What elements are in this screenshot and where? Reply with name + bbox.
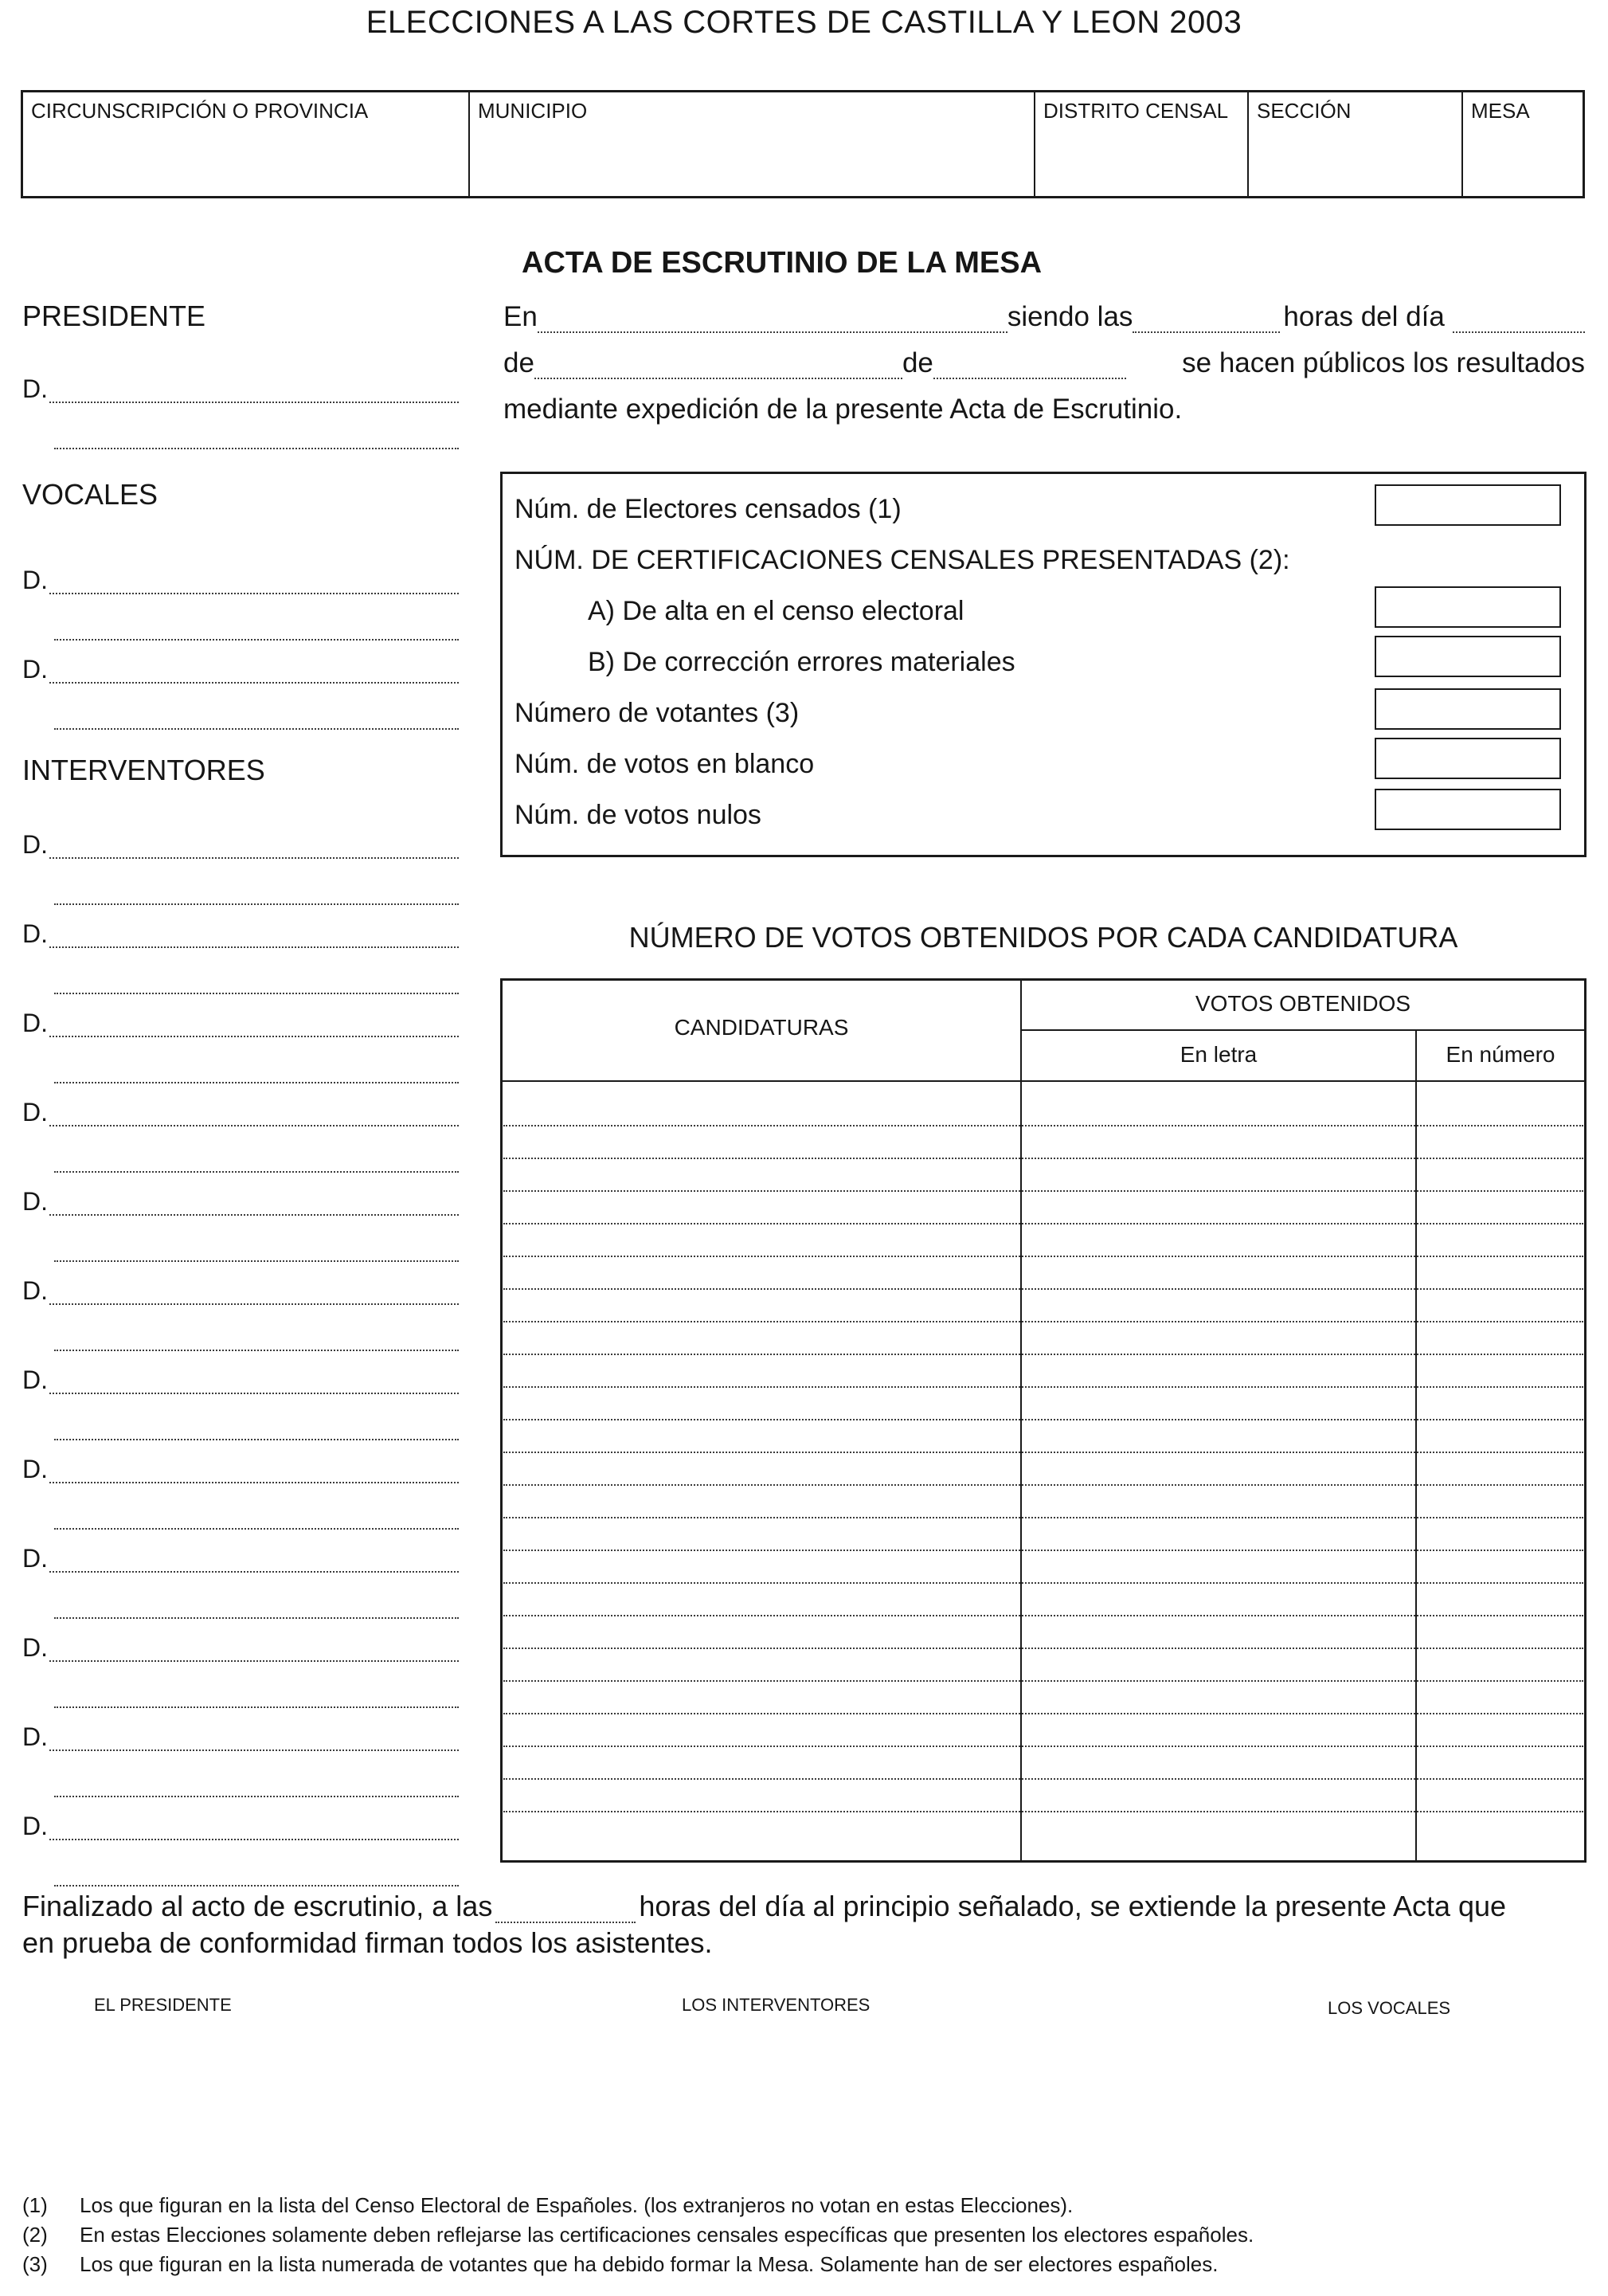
member-name-field[interactable] bbox=[49, 1279, 459, 1305]
blanco-input[interactable] bbox=[1375, 738, 1561, 779]
d-prefix-label: D. bbox=[22, 1722, 48, 1751]
member-name-continuation[interactable] bbox=[54, 1348, 459, 1351]
en-numero-header: En número bbox=[1446, 1042, 1555, 1067]
vote-entry-row[interactable] bbox=[503, 1386, 1583, 1388]
seccion-field[interactable] bbox=[1249, 92, 1463, 196]
footnote-1 bbox=[22, 2193, 1073, 2218]
signature-interventores: LOS INTERVENTORES bbox=[682, 1995, 871, 2015]
anio-field[interactable] bbox=[933, 354, 1126, 379]
table-header-bottom bbox=[500, 1080, 1586, 1082]
vote-entry-row[interactable] bbox=[503, 1125, 1583, 1126]
distrito-censal-label: DISTRITO CENSAL bbox=[1043, 99, 1229, 123]
vote-entry-row[interactable] bbox=[503, 1550, 1583, 1551]
footnote-2-text: En estas Elecciones solamente deben reflejarse las certificaciones censales específicas que presenten los electores españoles. bbox=[80, 2223, 1254, 2247]
interventores-heading: INTERVENTORES bbox=[22, 754, 265, 786]
d-prefix-label: D. bbox=[22, 830, 48, 859]
mes-field[interactable] bbox=[534, 354, 902, 379]
closing-line-2 bbox=[22, 1926, 1586, 1960]
member-name-continuation[interactable] bbox=[54, 1526, 459, 1530]
acta-horas-label: horas del día bbox=[1283, 301, 1445, 332]
member-name-line bbox=[22, 913, 459, 948]
member-name-continuation[interactable] bbox=[54, 727, 459, 730]
member-name-line bbox=[22, 1805, 459, 1840]
member-name-line bbox=[22, 559, 459, 594]
member-name-continuation[interactable] bbox=[54, 902, 459, 905]
member-name-field[interactable] bbox=[49, 1101, 459, 1126]
member-name-line bbox=[22, 1270, 459, 1305]
municipio-label: MUNICIPIO bbox=[478, 99, 588, 123]
vote-entry-row[interactable] bbox=[503, 1419, 1583, 1420]
member-name-field[interactable] bbox=[49, 658, 459, 684]
d-prefix-label: D. bbox=[22, 1812, 48, 1840]
en-letra-header: En letra bbox=[1180, 1042, 1258, 1067]
presidente-heading: PRESIDENTE bbox=[22, 300, 206, 332]
member-name-continuation[interactable] bbox=[54, 1883, 459, 1887]
correccion-label: B) De corrección errores materiales bbox=[588, 647, 1015, 677]
acta-en-label: En bbox=[503, 301, 538, 332]
member-name-field[interactable] bbox=[49, 569, 459, 594]
d-prefix-label: D. bbox=[22, 1365, 48, 1394]
mesa-field[interactable] bbox=[1463, 92, 1583, 196]
member-name-continuation[interactable] bbox=[54, 1794, 459, 1797]
closing-text-a: Finalizado al acto de escrutinio, a las bbox=[22, 1890, 493, 1922]
d-prefix-label: D. bbox=[22, 374, 48, 403]
closing-line-1 bbox=[22, 1890, 1586, 1923]
member-name-field[interactable] bbox=[49, 1815, 459, 1840]
vote-entry-row[interactable] bbox=[503, 1158, 1583, 1159]
signature-vocales: LOS VOCALES bbox=[1328, 1998, 1451, 2018]
vocales-heading: VOCALES bbox=[22, 478, 158, 511]
votantes-input[interactable] bbox=[1375, 688, 1561, 730]
votantes-label: Número de votantes (3) bbox=[514, 698, 800, 728]
vote-entry-row[interactable] bbox=[503, 1484, 1583, 1486]
member-name-field[interactable] bbox=[49, 1369, 459, 1394]
alta-input[interactable] bbox=[1375, 586, 1561, 628]
d-prefix-label: D. bbox=[22, 1544, 48, 1573]
d-prefix-label: D. bbox=[22, 566, 48, 594]
closing-hora-field[interactable] bbox=[495, 1899, 636, 1923]
member-name-line bbox=[22, 648, 459, 684]
member-name-continuation[interactable] bbox=[54, 1259, 459, 1262]
nulos-label: Núm. de votos nulos bbox=[514, 800, 761, 830]
member-name-field[interactable] bbox=[49, 1726, 459, 1751]
acta-line-2 bbox=[503, 344, 1585, 379]
acta-de-label: de bbox=[503, 347, 534, 378]
member-name-line bbox=[22, 1448, 459, 1483]
d-prefix-label: D. bbox=[22, 919, 48, 948]
vote-entry-row[interactable] bbox=[503, 1746, 1583, 1747]
d-prefix-label: D. bbox=[22, 1455, 48, 1483]
seccion-label: SECCIÓN bbox=[1257, 99, 1352, 123]
candidaturas-header: CANDIDATURAS bbox=[674, 1015, 849, 1040]
member-name-continuation[interactable] bbox=[54, 1080, 459, 1083]
member-name-field[interactable] bbox=[49, 1547, 459, 1573]
footnote-3-text: Los que figuran en la lista numerada de votantes que ha debido formar la Mesa. Solamente han de ser electores españoles. bbox=[80, 2252, 1219, 2276]
hora-field[interactable] bbox=[1133, 308, 1280, 333]
header-box bbox=[21, 90, 1585, 198]
member-name-line bbox=[22, 1091, 459, 1126]
member-name-field[interactable] bbox=[49, 833, 459, 859]
vote-entry-row[interactable] bbox=[503, 1190, 1583, 1192]
member-name-field[interactable] bbox=[49, 378, 459, 403]
electores-label: Núm. de Electores censados (1) bbox=[514, 494, 902, 524]
vote-entry-row[interactable] bbox=[503, 1321, 1583, 1322]
member-name-field[interactable] bbox=[49, 1458, 459, 1483]
table-divider-letra-numero bbox=[1415, 1029, 1417, 1863]
member-name-continuation[interactable] bbox=[54, 1705, 459, 1708]
vote-entry-row[interactable] bbox=[503, 1648, 1583, 1649]
member-name-line bbox=[22, 1538, 459, 1573]
vote-entry-row[interactable] bbox=[503, 1256, 1583, 1257]
member-name-continuation[interactable] bbox=[54, 1170, 459, 1173]
closing-text-b: horas del día al principio señalado, se extiende la presente Acta que bbox=[639, 1890, 1507, 1922]
alta-label: A) De alta en el censo electoral bbox=[588, 596, 964, 626]
vote-entry-row[interactable] bbox=[503, 1811, 1583, 1812]
vote-entry-row[interactable] bbox=[503, 1517, 1583, 1518]
vote-entry-row[interactable] bbox=[503, 1713, 1583, 1714]
circunscripcion-field[interactable] bbox=[23, 92, 470, 196]
vote-entry-row[interactable] bbox=[503, 1615, 1583, 1616]
member-name-continuation[interactable] bbox=[54, 637, 459, 641]
acta-line-1 bbox=[503, 298, 1585, 333]
d-prefix-label: D. bbox=[22, 655, 48, 684]
footnote-3-number: (3) bbox=[22, 2252, 48, 2276]
electores-input[interactable] bbox=[1375, 484, 1561, 526]
closing-text-c: en prueba de conformidad firman todos los asistentes. bbox=[22, 1926, 713, 1959]
member-name-field[interactable] bbox=[49, 1190, 459, 1216]
member-name-line bbox=[22, 1002, 459, 1037]
dia-field[interactable] bbox=[1453, 308, 1585, 333]
signature-presidente: EL PRESIDENTE bbox=[94, 1995, 232, 2015]
footnote-1-number: (1) bbox=[22, 2193, 48, 2217]
certificaciones-label: NÚM. DE CERTIFICACIONES CENSALES PRESENTADAS (2): bbox=[514, 545, 1290, 575]
votos-obtenidos-header: VOTOS OBTENIDOS bbox=[1195, 991, 1411, 1016]
blanco-label: Núm. de votos en blanco bbox=[514, 749, 815, 779]
acta-de2-label: de bbox=[902, 347, 933, 378]
footnote-3 bbox=[22, 2252, 1218, 2277]
member-name-field[interactable] bbox=[49, 1012, 459, 1037]
d-prefix-label: D. bbox=[22, 1187, 48, 1216]
acta-title: ACTA DE ESCRUTINIO DE LA MESA bbox=[522, 246, 1043, 280]
member-name-continuation[interactable] bbox=[54, 991, 459, 994]
table-divider-candidaturas bbox=[1020, 978, 1022, 1863]
member-name-line bbox=[22, 1627, 459, 1662]
d-prefix-label: D. bbox=[22, 1098, 48, 1126]
member-name-continuation[interactable] bbox=[54, 1616, 459, 1619]
member-name-continuation[interactable] bbox=[54, 446, 459, 449]
vote-entry-row[interactable] bbox=[503, 1288, 1583, 1290]
d-prefix-label: D. bbox=[22, 1009, 48, 1037]
municipio-field[interactable] bbox=[470, 92, 1035, 196]
acta-line-3 bbox=[503, 390, 1585, 425]
member-name-line bbox=[22, 824, 459, 859]
member-name-line bbox=[22, 368, 459, 403]
mesa-label: MESA bbox=[1471, 99, 1530, 123]
vote-entry-row[interactable] bbox=[503, 1582, 1583, 1584]
acta-publicos-label: se hacen públicos los resultados bbox=[1182, 347, 1585, 378]
d-prefix-label: D. bbox=[22, 1633, 48, 1662]
member-name-line bbox=[22, 1181, 459, 1216]
vote-entry-row[interactable] bbox=[503, 1680, 1583, 1682]
member-name-line bbox=[22, 1716, 459, 1751]
acta-siendo-label: siendo las bbox=[1007, 301, 1133, 332]
footnote-2 bbox=[22, 2223, 1254, 2247]
vote-entry-row[interactable] bbox=[503, 1354, 1583, 1355]
votes-table bbox=[500, 978, 1586, 1863]
table-header-subline bbox=[1020, 1029, 1586, 1031]
d-prefix-label: D. bbox=[22, 1276, 48, 1305]
member-name-field[interactable] bbox=[49, 1636, 459, 1662]
footnote-2-number: (2) bbox=[22, 2223, 48, 2247]
lugar-field[interactable] bbox=[538, 308, 1007, 333]
acta-mediante-label: mediante expedición de la presente Acta de Escrutinio. bbox=[503, 394, 1183, 425]
member-name-continuation[interactable] bbox=[54, 1437, 459, 1440]
footnote-1-text: Los que figuran en la lista del Censo Electoral de Españoles. (los extranjeros no votan en estas Elecciones). bbox=[80, 2193, 1074, 2217]
vote-entry-row[interactable] bbox=[503, 1778, 1583, 1780]
nulos-input[interactable] bbox=[1375, 789, 1561, 830]
circunscripcion-label: CIRCUNSCRIPCIÓN O PROVINCIA bbox=[31, 99, 369, 123]
vote-entry-row[interactable] bbox=[503, 1452, 1583, 1453]
votes-title: NÚMERO DE VOTOS OBTENIDOS POR CADA CANDIDATURA bbox=[628, 921, 1458, 954]
distrito-censal-field[interactable] bbox=[1035, 92, 1249, 196]
member-name-field[interactable] bbox=[49, 923, 459, 948]
member-name-line bbox=[22, 1359, 459, 1394]
correccion-input[interactable] bbox=[1375, 636, 1561, 677]
vote-entry-row[interactable] bbox=[503, 1223, 1583, 1224]
document-title: ELECCIONES A LAS CORTES DE CASTILLA Y LEON 2003 bbox=[366, 5, 1242, 40]
